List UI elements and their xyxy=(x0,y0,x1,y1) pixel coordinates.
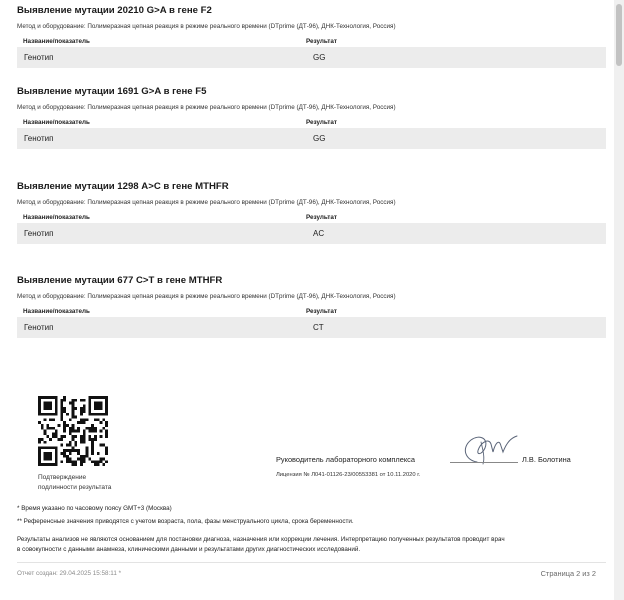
row-result: GG xyxy=(313,53,326,62)
section-title: Выявление мутации 20210 G>A в гене F2 xyxy=(17,5,212,16)
column-result-header: Результат xyxy=(306,38,337,45)
lab-head-label: Руководитель лабораторного комплекса xyxy=(276,455,415,464)
column-name-header: Название/показатель xyxy=(23,308,90,315)
column-result-header: Результат xyxy=(306,119,337,126)
row-name: Генотип xyxy=(24,323,54,332)
table-row xyxy=(17,128,606,149)
test-section-f2 xyxy=(17,4,606,68)
test-section-f5 xyxy=(17,85,606,149)
column-name-header: Название/показатель xyxy=(23,214,90,221)
qr-code-icon[interactable] xyxy=(38,396,108,466)
section-title: Выявление мутации 1298 A>C в гене MTHFR xyxy=(17,181,229,192)
section-method: Метод и оборудование: Полимеразная цепная реакция в режиме реального времени (DTprime (ДТ-96), ДНК-Технология, Россия) xyxy=(17,199,396,206)
signature-line xyxy=(450,462,518,463)
lab-head-name: Л.В. Болотина xyxy=(522,455,571,464)
footer-divider xyxy=(17,562,606,563)
row-result: GG xyxy=(313,134,326,143)
test-section-mthfr-677 xyxy=(17,274,606,338)
row-result: CT xyxy=(313,323,324,332)
license-text: Лицензия № Л041-01126-23/00553381 от 10.11.2020 г. xyxy=(276,472,421,478)
qr-caption-line: подлинности результата xyxy=(38,484,112,491)
row-name: Генотип xyxy=(24,229,54,238)
section-method: Метод и оборудование: Полимеразная цепная реакция в режиме реального времени (DTprime (ДТ-96), ДНК-Технология, Россия) xyxy=(17,23,396,30)
table-header xyxy=(17,37,606,46)
qr-caption xyxy=(38,473,148,493)
signature-icon xyxy=(455,432,519,466)
scrollbar-thumb[interactable] xyxy=(616,4,622,66)
disclaimer xyxy=(17,535,611,555)
section-title: Выявление мутации 677 C>T в гене MTHFR xyxy=(17,275,223,286)
section-title: Выявление мутации 1691 G>A в гене F5 xyxy=(17,86,207,97)
disclaimer-line: Результаты анализов не являются основанием для постановки диагноза, назначения или коррекции лечения. Интерпретацию полученных результатов проводит врач xyxy=(17,536,505,543)
qr-caption-line: Подтверждение xyxy=(38,474,87,481)
column-result-header: Результат xyxy=(306,308,337,315)
disclaimer-line: в совокупности с данными анамнеза, клиническими данными и результатами других диагностических исследований. xyxy=(17,546,361,553)
page-number: Страница 2 из 2 xyxy=(540,569,596,578)
test-section-mthfr-1298 xyxy=(17,180,606,244)
row-name: Генотип xyxy=(24,134,54,143)
table-header xyxy=(17,307,606,316)
column-result-header: Результат xyxy=(306,214,337,221)
table-row xyxy=(17,317,606,338)
section-method: Метод и оборудование: Полимеразная цепная реакция в режиме реального времени (DTprime (ДТ-96), ДНК-Технология, Россия) xyxy=(17,293,396,300)
reference-note: ** Референсные значения приводятся с учетом возраста, пола, фазы менструального цикла, срока беременности. xyxy=(17,518,354,525)
table-row xyxy=(17,223,606,244)
section-method: Метод и оборудование: Полимеразная цепная реакция в режиме реального времени (DTprime (ДТ-96), ДНК-Технология, Россия) xyxy=(17,104,396,111)
row-result: AC xyxy=(313,229,325,238)
scrollbar[interactable] xyxy=(614,0,624,600)
row-name: Генотип xyxy=(24,53,54,62)
time-note: * Время указано по часовому поясу GMT+3 (Москва) xyxy=(17,505,172,512)
table-header xyxy=(17,213,606,222)
column-name-header: Название/показатель xyxy=(23,38,90,45)
table-row xyxy=(17,47,606,68)
table-header xyxy=(17,118,606,127)
column-name-header: Название/показатель xyxy=(23,119,90,126)
report-created: Отчет создан: 29.04.2025 15:58:11 * xyxy=(17,570,122,577)
